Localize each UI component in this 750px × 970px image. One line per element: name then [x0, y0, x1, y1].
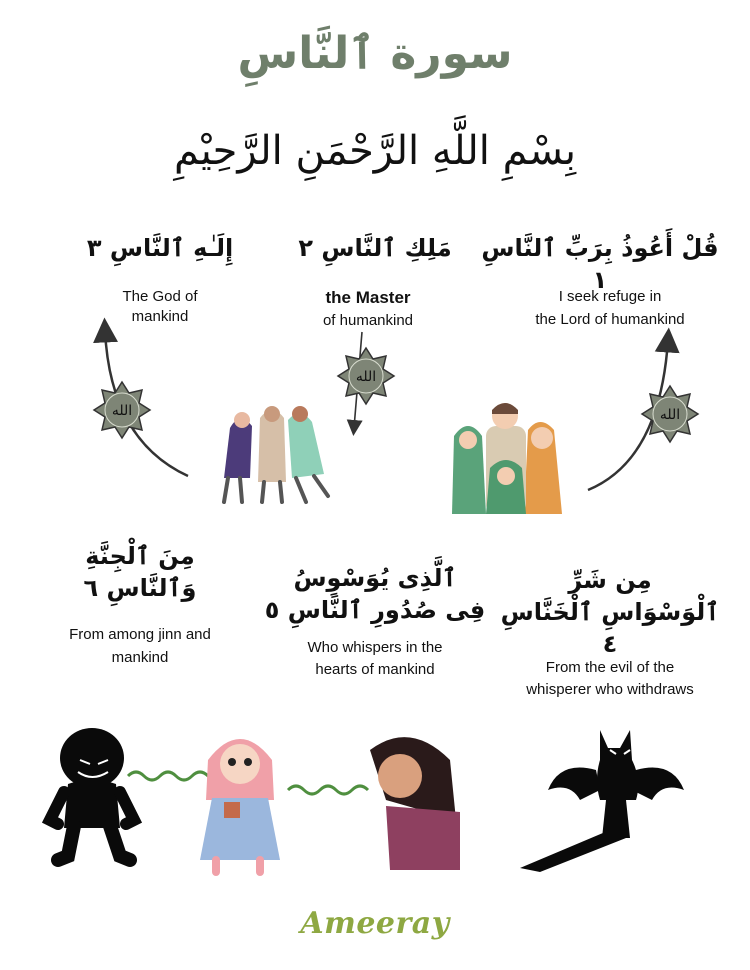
svg-text:الله: الله [111, 403, 133, 419]
verse-5-arabic-line1: ٱلَّذِى يُوَسْوِسُ [293, 564, 457, 592]
verse-4-english-line2: whisperer who withdraws [526, 681, 694, 698]
bismillah: بِسْمِ اللَّهِ الرَّحْمَنِ الرَّحِيْمِ [173, 128, 577, 174]
verse-6-english-line1: From among jinn and [69, 626, 211, 643]
verse-1-english-line1: I seek refuge in [558, 288, 662, 305]
devil-shadow-figure [520, 730, 684, 872]
verse-6-arabic-line2: وَٱلنَّاسِ ٦ [83, 574, 197, 602]
woman-figure [370, 737, 460, 870]
verse-3-english-line2: mankind [131, 308, 189, 325]
verse-6-english-line2: mankind [111, 649, 169, 666]
verse-5-arabic-line2: فِى صُدُورِ ٱلنَّاسِ ٥ [264, 596, 486, 624]
hugging-friends-illustration [216, 398, 336, 506]
jinn-figure [50, 728, 134, 860]
page-title: سورة ٱلنَّاسِ [237, 28, 513, 79]
allah-seal-icon [336, 346, 396, 406]
girl-figure [200, 739, 280, 872]
whisper-wave [288, 786, 368, 794]
bottom-illustrations [40, 720, 720, 890]
verse-2-english-line2: of humankind [322, 312, 414, 329]
verse-5-english-line1: Who whispers in the [307, 639, 443, 656]
verse-6-arabic-line1: مِنَ ٱلْجِنَّةِ [85, 542, 195, 570]
family-illustration [450, 396, 580, 522]
svg-text:الله: الله [659, 407, 681, 423]
ameeray-logo: Ameeray [300, 906, 450, 941]
verse-5-english-line2: hearts of mankind [315, 661, 435, 678]
verse-1-arabic: قُلْ أَعُوذُ بِرَبِّ ٱلنَّاسِ ١ [481, 234, 719, 295]
allah-seal-icon [92, 380, 152, 440]
verse-3-arabic: إِلَـٰهِ ٱلنَّاسِ ٣ [86, 234, 234, 262]
svg-text:الله: الله [355, 369, 377, 385]
verse-2-english-line1: the Master [325, 288, 411, 307]
allah-seal-icon [640, 384, 700, 444]
verse-3-english-line1: The God of [122, 288, 198, 305]
verse-1-english-line2: the Lord of humankind [535, 311, 685, 328]
verse-4-english-line1: From the evil of the [545, 659, 675, 676]
verse-4-arabic-line1: مِن شَرِّ [568, 566, 652, 594]
verse-4-arabic-line2: ٱلْوَسْوَاسِ ٱلْخَنَّاسِ ٤ [500, 598, 720, 659]
verse-2-arabic: مَلِكِ ٱلنَّاسِ ٢ [298, 234, 452, 262]
